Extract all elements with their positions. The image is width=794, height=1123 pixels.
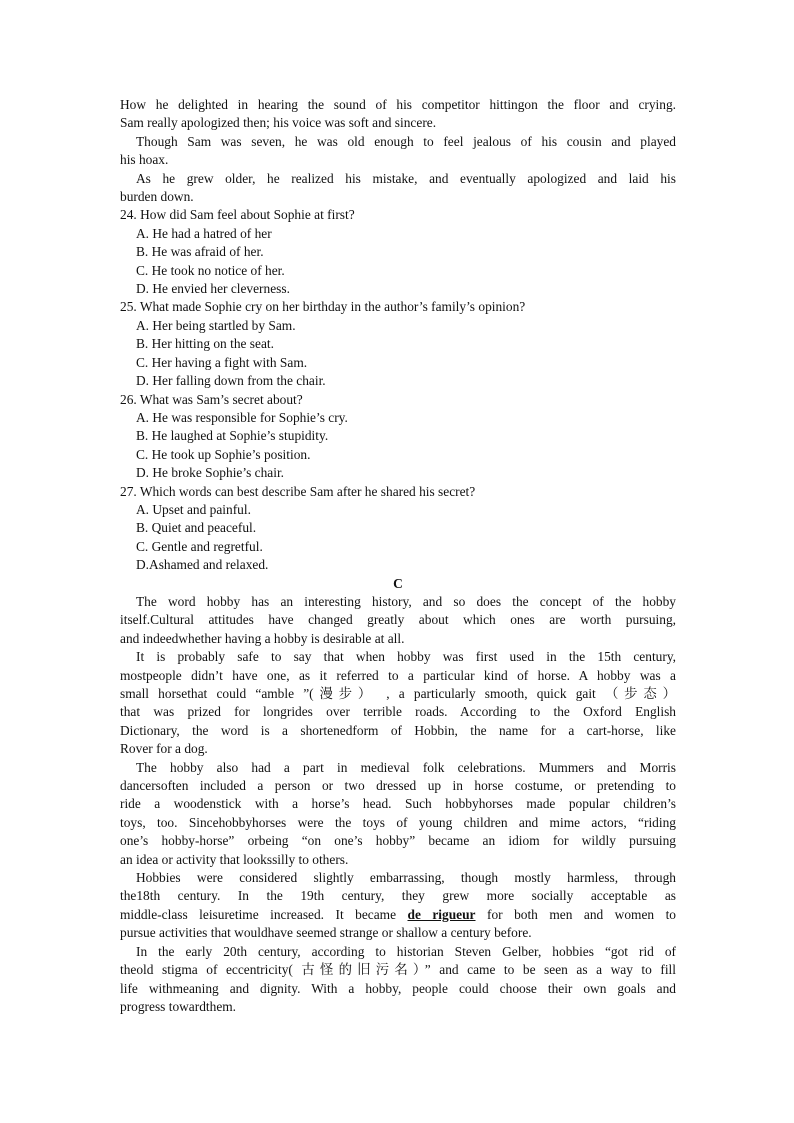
text-line: an idea or activity that lookssilly to others. (120, 851, 349, 867)
text-line: Dictionary, the word is a shortenedform of Hobbin, the name for a cart-horse, like (120, 722, 676, 738)
text-line: itself.Cultural attitudes have changed greatly about which ones are worth pursuing, (120, 612, 676, 628)
question-list (120, 206, 676, 574)
text-line: life withmeaning and dignity. With a hobby, people could choose their own goals and (120, 980, 676, 996)
text-line: In the early 20th century, according to historian Steven Gelber, hobbies “got rid of (136, 943, 676, 959)
text-line: the18th century. In the 19th century, they grew more socially acceptable as (120, 888, 676, 904)
text-line: toys, too. Sincehobbyhorses were the toys of young children and mime actors, “riding (120, 814, 676, 830)
answer-option: C. Gentle and regretful. (136, 538, 263, 554)
answer-option: C. He took no notice of her. (136, 262, 285, 278)
text-line: pursue activities that wouldhave seemed strange or shallow a century before. (120, 925, 532, 941)
answer-option: D. Her falling down from the chair. (136, 373, 326, 389)
answer-option: A. Her being startled by Sam. (136, 317, 296, 333)
intro-paragraphs (120, 96, 676, 206)
text-line: his hoax. (120, 152, 169, 168)
text-line: that was prized for longrides over terrible roads. According to the Oxford English (120, 704, 676, 720)
text-line: Though Sam was seven, he was old enough to feel jealous of his cousin and played (136, 133, 676, 149)
text-line: mostpeople didn’t have one, as it referred to a particular kind of horse. A hobby was a (120, 667, 676, 683)
passage-c (120, 593, 676, 1016)
text-segment: middle-class leisuretime increased. It became (120, 906, 408, 922)
text-line: Hobbies were considered slightly embarrassing, though mostly harmless, through (136, 870, 676, 886)
answer-option: D. He broke Sophie’s chair. (136, 465, 285, 481)
text-line: The word hobby has an interesting history, and so does the concept of the hobby (136, 593, 676, 609)
text-line: Sam really apologized then; his voice was soft and sincere. (120, 115, 437, 131)
answer-option: B. He laughed at Sophie’s stupidity. (136, 428, 329, 444)
text-line: It is probably safe to say that when hobby was first used in the 15th century, (136, 649, 676, 665)
answer-option: D.Ashamed and relaxed. (136, 557, 269, 573)
text-line: one’s hobby-horse” orbeing “on one’s hobby” became an idiom for wildly pursuing (120, 833, 676, 849)
text-line: progress towardthem. (120, 998, 237, 1014)
question-stem: 27. Which words can best describe Sam after he shared his secret? (120, 483, 476, 499)
question-stem: 26. What was Sam’s secret about? (120, 391, 303, 407)
text-line: theold stigma of eccentricity( 古怪的旧污名）” and came to be seen as a way to fill (120, 962, 676, 978)
question-stem: 24. How did Sam feel about Sophie at first? (120, 207, 355, 223)
highlighted-term: de rigueur (407, 906, 476, 922)
question-stem: 25. What made Sophie cry on her birthday in the author’s family’s opinion? (120, 299, 526, 315)
answer-option: A. He was responsible for Sophie’s cry. (136, 409, 348, 425)
text-line: As he grew older, he realized his mistake, and eventually apologized and laid his (136, 170, 676, 186)
text-line: How he delighted in hearing the sound of his competitor hittingon the floor and crying. (120, 97, 676, 112)
answer-option: B. Her hitting on the seat. (136, 336, 274, 352)
answer-option: C. He took up Sophie’s position. (136, 446, 311, 462)
text-line: and indeedwhether having a hobby is desirable at all. (120, 630, 405, 646)
text-line: small horsethat could “amble ”(漫步） , a particularly smooth, quick gait （步态） (120, 686, 676, 701)
text-line: dancersoften included a person or two dressed up in horse costume, or pretending to (120, 778, 676, 794)
text-line (120, 906, 676, 924)
text-segment: for both men and women to (475, 906, 676, 922)
text-line: The hobby also had a part in medieval folk celebrations. Mummers and Morris (136, 759, 676, 775)
answer-option: A. Upset and painful. (136, 501, 251, 517)
text-line: burden down. (120, 189, 194, 205)
answer-option: C. Her having a fight with Sam. (136, 354, 308, 370)
section-heading: C (393, 575, 403, 591)
answer-option: B. Quiet and peaceful. (136, 520, 257, 536)
answer-option: D. He envied her cleverness. (136, 281, 290, 297)
answer-option: A. He had a hatred of her (136, 225, 272, 241)
text-line: ride a woodenstick with a horse’s head. Such hobbyhorses made popular children’s (120, 796, 676, 812)
text-line: Rover for a dog. (120, 741, 208, 757)
answer-option: B. He was afraid of her. (136, 244, 264, 260)
document-page (120, 96, 676, 1016)
